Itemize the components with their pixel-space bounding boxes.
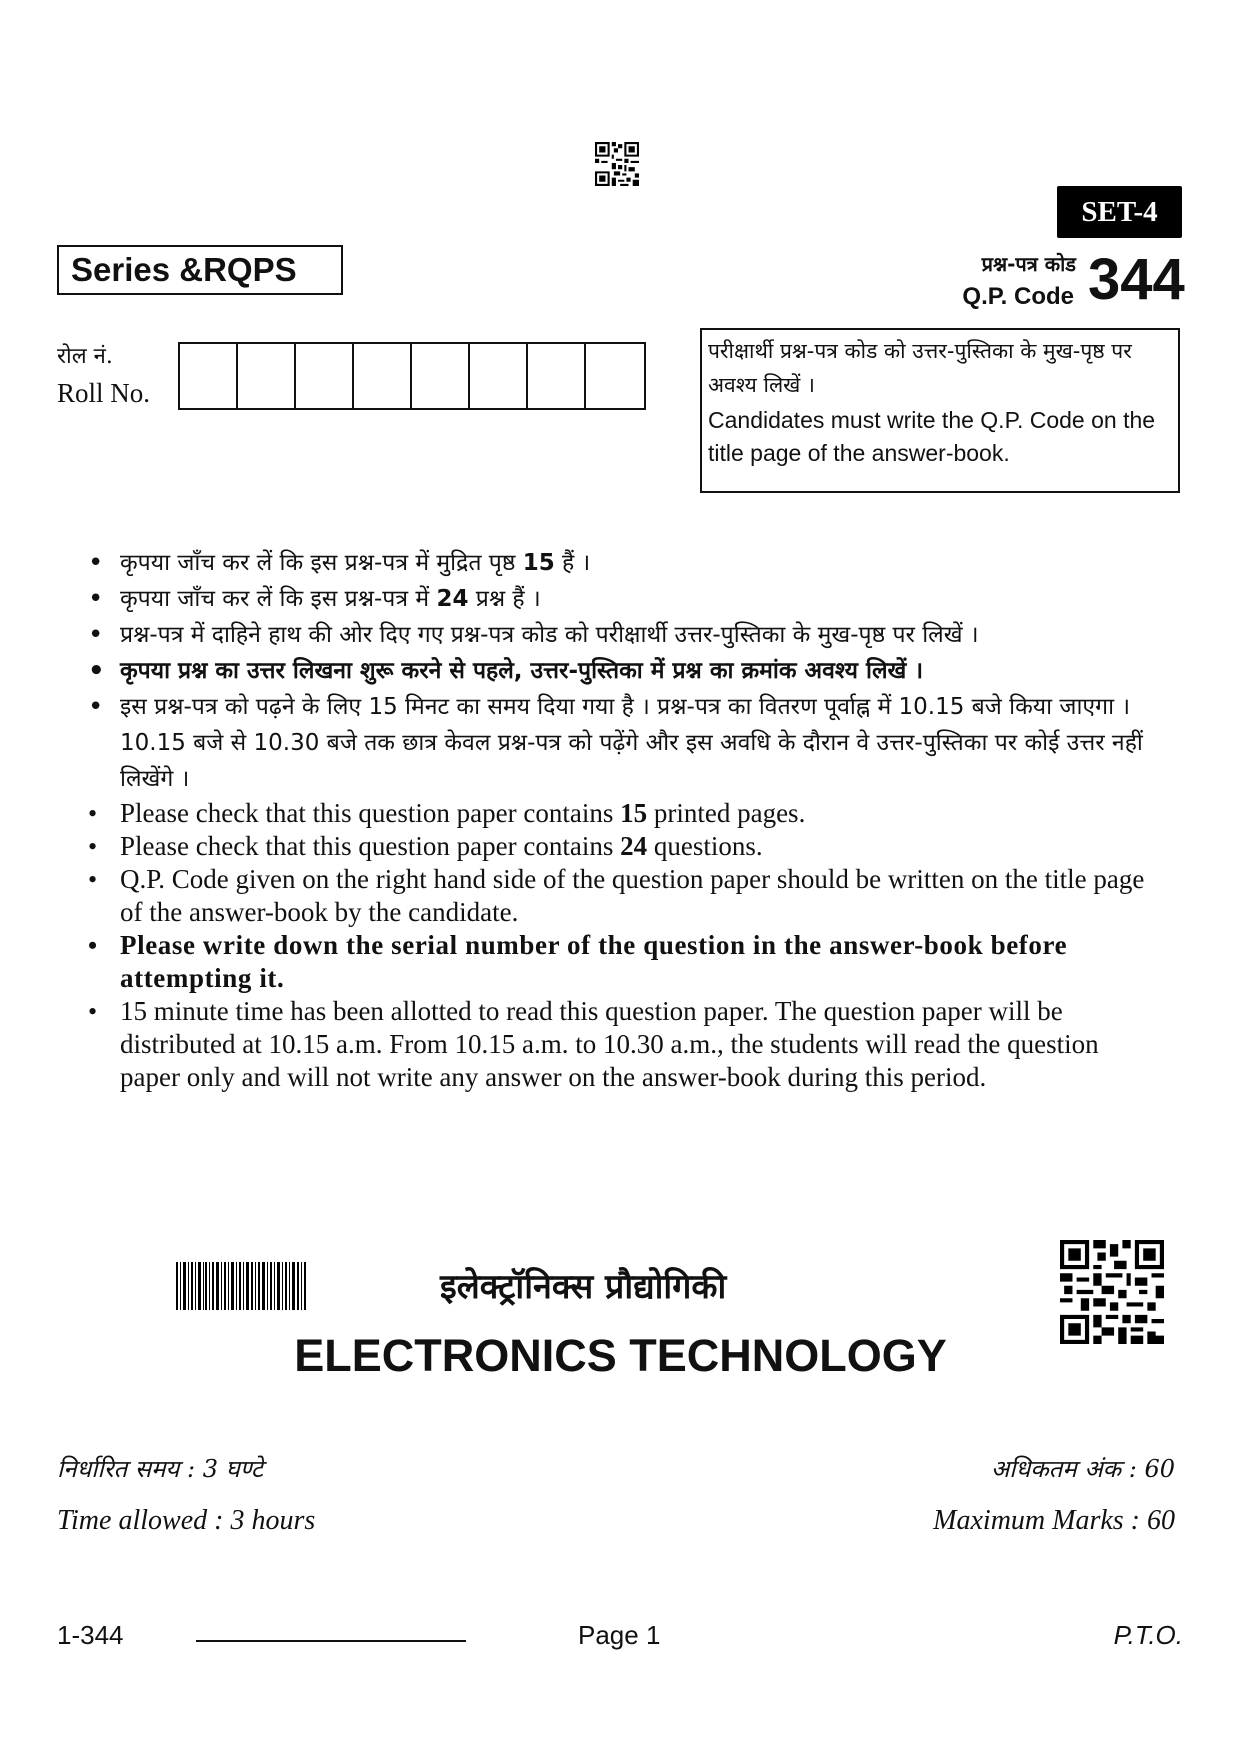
roll-number-box (238, 344, 296, 408)
page-count: 15 (522, 550, 555, 576)
set-badge: SET-4 (1057, 186, 1182, 238)
instruction-item: • इस प्रश्न-पत्र को पढ़ने के लिए 15 मिनट का समय दिया गया है । प्रश्न-पत्र का वितरण पूर्वाह्न में 10.15 बजे किया जाएगा । 10.15 बजे से 10.30 बजे तक छात्र केवल प्रश्न-पत्र को पढ़ेंगे और इस अवधि के दौरान वे उत्तर-पुस्तिका पर कोई उत्तर नहीं लिखेंगे । (82, 689, 1154, 797)
notice-english: Candidates must write the Q.P. Code on the title page of the answer-book. (708, 407, 1156, 466)
question-count: 24 (436, 586, 469, 612)
instruction-item (82, 545, 1154, 581)
instruction-item: • Please write down the serial number of the question in the answer-book before attempting it. (82, 929, 1154, 995)
instruction-item (82, 830, 1154, 863)
barcode-icon (176, 1262, 306, 1310)
roll-number-box (528, 344, 586, 408)
footer-divider (196, 1640, 466, 1642)
subject-title-hindi: इलेक्ट्रॉनिक्स प्रौद्योगिकी (440, 1267, 727, 1307)
instruction-text: कृपया जाँच कर लें कि इस प्रश्न-पत्र में मुद्रित पृष्ठ (120, 550, 523, 576)
footer-paper-code: 1-344 (57, 1620, 124, 1650)
instructions-list (82, 545, 1154, 1094)
qr-code-icon-small (595, 142, 639, 186)
roll-number-box (412, 344, 470, 408)
instruction-text: Please check that this question paper contains (120, 798, 621, 828)
time-allowed-hindi: निर्धारित समय : 3 घण्टे (57, 1455, 264, 1483)
footer-page-number: Page 1 (578, 1620, 661, 1650)
roll-number-box (470, 344, 528, 408)
instruction-item (82, 581, 1154, 617)
qp-code-label-hindi: प्रश्न-पत्र कोड (981, 252, 1076, 276)
instruction-item (82, 797, 1154, 830)
time-allowed: Time allowed : 3 hours (57, 1505, 316, 1536)
roll-number-box (296, 344, 354, 408)
page-count: 15 (620, 798, 648, 828)
roll-number-box (586, 344, 644, 408)
instruction-text: printed pages. (647, 798, 806, 828)
roll-number-box (354, 344, 412, 408)
instruction-text: कृपया जाँच कर लें कि इस प्रश्न-पत्र में (120, 586, 437, 612)
roll-number-box (180, 344, 238, 408)
instruction-item: • 15 minute time has been allotted to read this question paper. The question paper will be distributed at 10.15 a.m. From 10.15 a.m. to 10.30 a.m., the students will read the question paper only and will not write any answer on the answer-book during this period. (82, 995, 1154, 1094)
footer-pto: P.T.O. (1113, 1620, 1183, 1650)
subject-title: ELECTRONICS TECHNOLOGY (294, 1330, 947, 1381)
instruction-text: प्रश्न हैं । (468, 586, 541, 612)
roll-number-boxes (178, 342, 646, 410)
instruction-text: Please check that this question paper contains (120, 831, 621, 861)
series-label: Series &RQPS (57, 245, 343, 295)
instruction-item: • Q.P. Code given on the right hand side of the question paper should be written on the title page of the answer-book by the candidate. (82, 863, 1154, 929)
instruction-text: questions. (647, 831, 763, 861)
roll-number-label-hindi: रोल नं. (57, 344, 113, 369)
qp-code-notice-box (700, 328, 1180, 493)
notice-hindi: परीक्षार्थी प्रश्न-पत्र कोड को उत्तर-पुस्तिका के मुख-पृष्ठ पर अवश्य लिखें । (708, 339, 1132, 397)
qp-code-label: Q.P. Code (962, 283, 1074, 310)
instruction-item: • प्रश्न-पत्र में दाहिने हाथ की ओर दिए गए प्रश्न-पत्र कोड को परीक्षार्थी उत्तर-पुस्तिका के मुख-पृष्ठ पर लिखें । (82, 617, 1154, 653)
roll-number-label: Roll No. (57, 378, 151, 408)
qr-code-icon (1060, 1240, 1164, 1344)
maximum-marks-hindi: अधिकतम अंक : 60 (990, 1455, 1175, 1483)
maximum-marks: Maximum Marks : 60 (933, 1505, 1175, 1536)
question-count: 24 (620, 831, 648, 861)
qp-code-value: 344 (1088, 247, 1185, 312)
instruction-text: हैं । (554, 550, 591, 576)
instruction-item: • कृपया प्रश्न का उत्तर लिखना शुरू करने से पहले, उत्तर-पुस्तिका में प्रश्न का क्रमांक अवश्य लिखें । (82, 653, 1154, 689)
